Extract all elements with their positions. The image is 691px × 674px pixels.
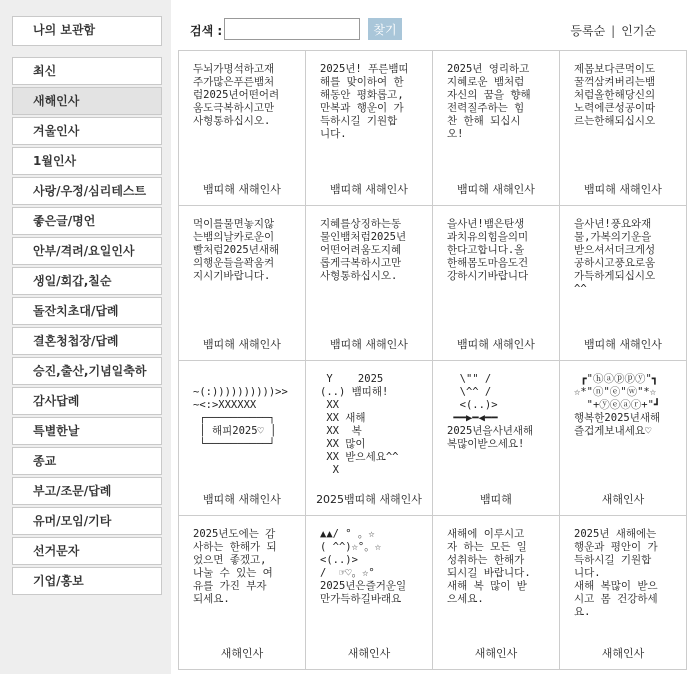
sidebar-item[interactable]: 생일/회갑,칠순 (12, 267, 162, 295)
sidebar-item[interactable]: 안부/격려/요일인사 (12, 237, 162, 265)
message-card[interactable] (306, 51, 433, 206)
message-category: 뱀띠해 새해인사 (203, 338, 281, 351)
message-category: 뱀띠해 새해인사 (203, 183, 281, 196)
message-card[interactable] (560, 206, 687, 361)
sidebar-item[interactable]: 선거문자 (12, 537, 162, 565)
sidebar-item[interactable]: 겨울인사 (12, 117, 162, 145)
my-archive-button[interactable]: 나의 보관함 (12, 16, 162, 46)
message-card[interactable] (306, 361, 433, 516)
message-category: 새해인사 (601, 647, 645, 660)
sidebar-item[interactable]: 최신 (12, 57, 162, 85)
message-text: 먹이를물면놓지않 는뱀의날카로운이 빨처럼2025년새해 의행운들을꽉움켜 지시기바랍니다. (193, 218, 280, 282)
sort-popular[interactable]: 인기순 (621, 24, 656, 38)
message-card[interactable] (433, 361, 560, 516)
sidebar-item[interactable]: 감사답례 (12, 387, 162, 415)
message-card[interactable] (433, 516, 560, 670)
message-category: 뱀띠해 새해인사 (457, 183, 535, 196)
message-text: 을사년!풍요와재 물,가복의기운을 받으셔서더크게성 공하시고풍요로움 가득하게되십시오 ^^ (574, 218, 656, 295)
message-card[interactable] (560, 361, 687, 516)
message-card[interactable] (433, 206, 560, 361)
message-category: 뱀띠해 새해인사 (457, 338, 535, 351)
message-category: 뱀띠해 새해인사 (330, 183, 408, 196)
sidebar-item[interactable]: 승진,출산,기념일축하 (12, 357, 162, 385)
message-category: 뱀띠해 새해인사 (584, 338, 662, 351)
message-card[interactable] (179, 206, 306, 361)
message-card[interactable] (179, 516, 306, 670)
message-category: 뱀띠해 (480, 493, 512, 506)
sidebar-item[interactable]: 사랑/우정/심리테스트 (12, 177, 162, 205)
message-text: 을사년!뱀은탄생 과치유의힘을의미 한다고합니다.올 한해몸도마음도건 강하시기바랍니다 (447, 218, 529, 282)
message-text: ~(:))))))))))>> ~<:>XXXXXX ┌──────────┐ │ 해피2025♡ │ └──────────┘ (193, 386, 288, 450)
sort-separator: | (611, 24, 616, 38)
sidebar (0, 0, 171, 674)
message-card[interactable] (560, 516, 687, 670)
message-text: ▲▲/ ° 。☆ ( ^^)☆°。☆ <(..)> / ☞♡。☆° 2025년은즐거운일 만가득하길바래요 (320, 528, 407, 605)
search-label: 검색 : (190, 24, 223, 38)
message-card[interactable] (306, 206, 433, 361)
message-category: 새해인사 (347, 647, 391, 660)
message-card[interactable] (560, 51, 687, 206)
message-text: 지혜를상징하는동 물인뱀처럼2025년 어떤어려움도지혜 롭게극복하시고만 사형통하십시오. (320, 218, 407, 282)
message-text: Y 2025 (..) 뱀띠해! XX XX 새해 XX 복 XX 많이 XX 받으세요^^ X (320, 373, 399, 476)
sidebar-item[interactable]: 결혼청첩장/답례 (12, 327, 162, 355)
sidebar-item[interactable]: 새해인사 (12, 87, 162, 115)
search-bar (190, 18, 670, 44)
message-text: \"" / \^^ / <(..)> ━━▶━◀━━ 2025년을사년새해 복많이받으세요! (447, 373, 534, 450)
message-text: 두뇌가명석하고재 주가많은푸른뱀처 럼2025년어떤어려 움도극복하시고만 사형통하십시오. (193, 63, 280, 127)
message-text: ┏"ⓗⓐⓟⓟⓨ"┓ ☆*"ⓝ"ⓔ"ⓦ"*☆ "+ⓨⓔⓐⓡ+"┛ 행복한2025년새해 즐겁게보내세요♡ (574, 373, 661, 437)
search-input[interactable] (224, 18, 360, 40)
message-text: 2025년 영리하고 지혜로운 뱀처럼 자신의 꿈을 향해 전력질주하는 힘 찬 한해 되십시 오! (447, 63, 531, 140)
message-text: 2025년 새해에는 행운과 평안이 가 득하시길 기원합 니다. 새해 복많이 받으 시고 몸 건강하세 요. (574, 528, 658, 618)
message-category: 뱀띠해 새해인사 (330, 338, 408, 351)
message-card[interactable] (179, 51, 306, 206)
message-card[interactable] (179, 361, 306, 516)
message-text: 새해에 이루시고 자 하는 모든 일 성취하는 한해가 되시길 바랍니다. 새해 복 많이 받 으세요. (447, 528, 531, 605)
message-category: 2025뱀띠해 새해인사 (316, 493, 422, 506)
sidebar-item[interactable]: 특별한날 (12, 417, 162, 445)
sort-registered[interactable]: 등록순 (570, 24, 606, 38)
sidebar-item[interactable]: 유머/모임/기타 (12, 507, 162, 535)
message-category: 새해인사 (474, 647, 518, 660)
message-grid (178, 50, 687, 670)
sidebar-item[interactable]: 1월인사 (12, 147, 162, 175)
sidebar-item[interactable]: 부고/조문/답례 (12, 477, 162, 505)
sidebar-item[interactable]: 좋은글/명언 (12, 207, 162, 235)
message-category: 뱀띠해 새해인사 (203, 493, 281, 506)
sidebar-item[interactable]: 돌잔치초대/답례 (12, 297, 162, 325)
message-text: 2025년도에는 감 사하는 한해가 되 었으면 좋겠고, 나눌 수 있는 여 유를 가진 부자 되세요. (193, 528, 277, 605)
message-card[interactable] (433, 51, 560, 206)
message-category: 뱀띠해 새해인사 (584, 183, 662, 196)
sort-options (570, 22, 656, 39)
message-card[interactable] (306, 516, 433, 670)
message-text: 2025년! 푸른뱀띠 해를 맞이하여 한 해동안 평화롭고, 만복과 행운이 가 득하시길 기원합 니다. (320, 63, 409, 140)
search-button[interactable]: 찾기 (368, 18, 402, 40)
message-category: 새해인사 (601, 493, 645, 506)
message-text: 제몸보다큰먹이도 꿀꺽삼켜버리는뱀 처럼올한해당신의 노력에큰성공이따 르는한해되십시오 (574, 63, 656, 127)
message-category: 새해인사 (220, 647, 264, 660)
sidebar-item[interactable]: 종교 (12, 447, 162, 475)
sidebar-item[interactable]: 기업/홍보 (12, 567, 162, 595)
